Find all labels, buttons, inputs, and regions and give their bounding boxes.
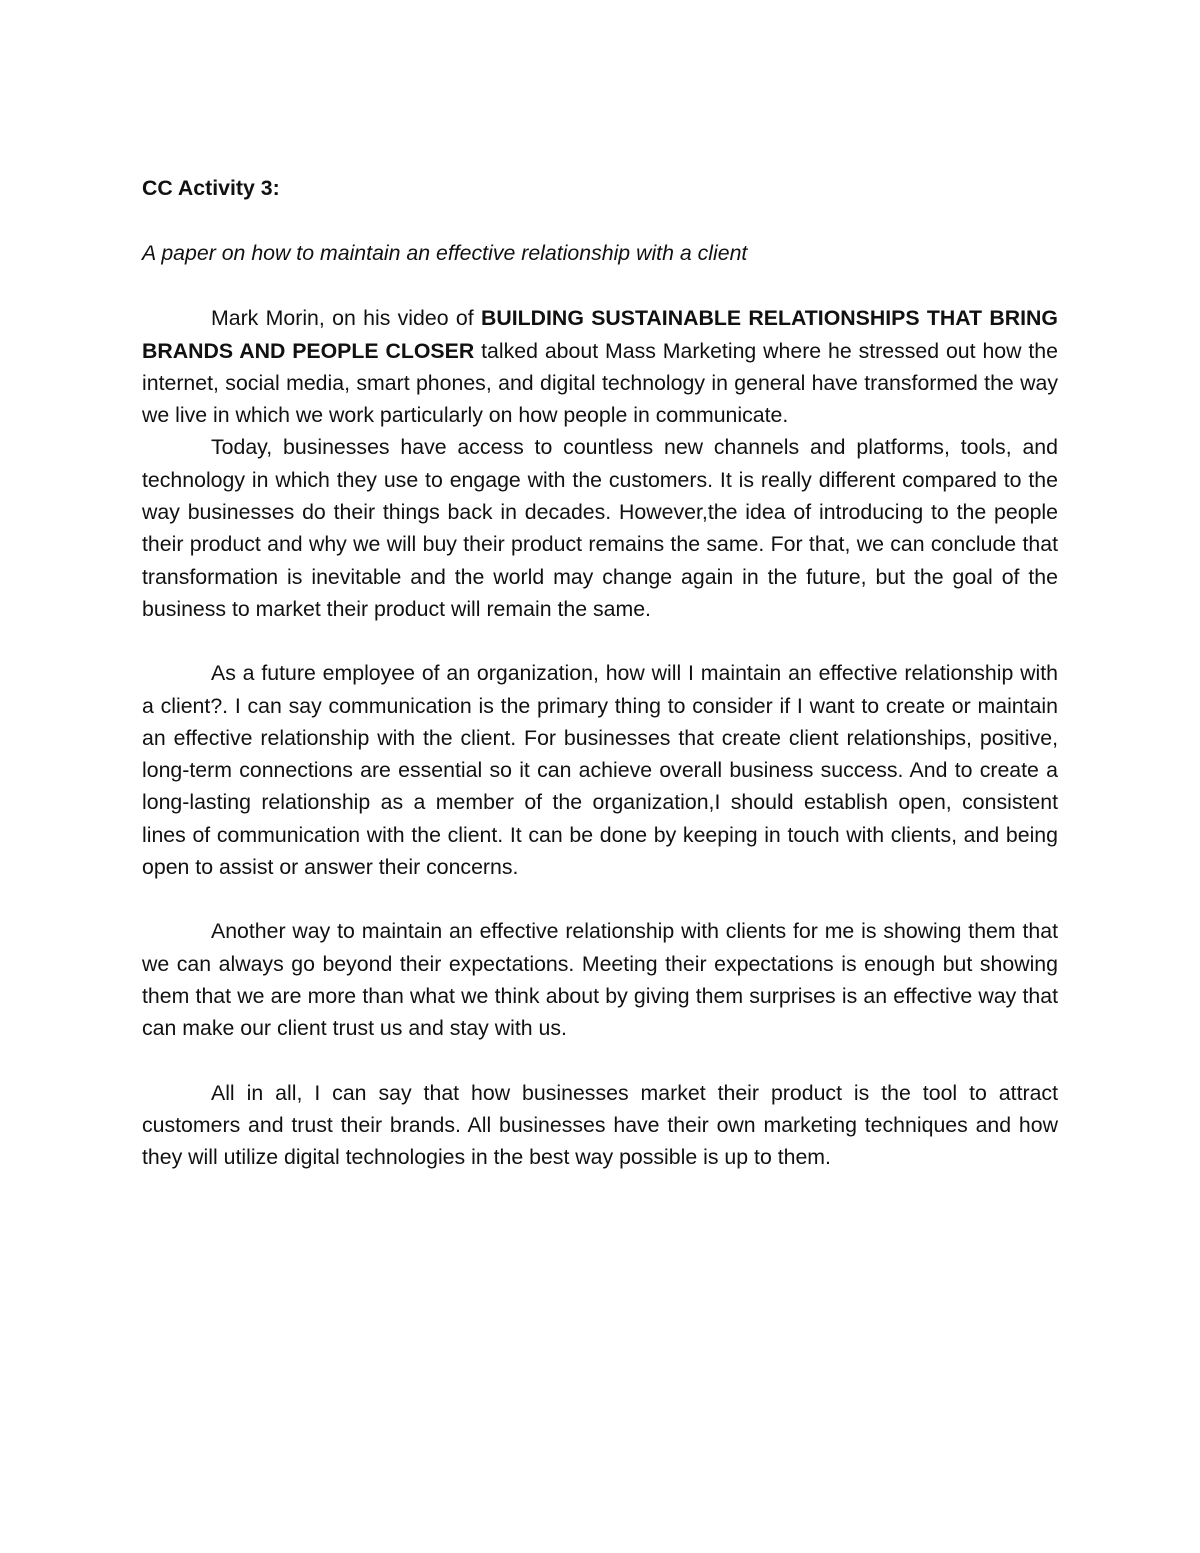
document-subtitle: A paper on how to maintain an effective relationship with a client	[142, 241, 748, 265]
paragraph-5: All in all, I can say that how businesses market their product is the tool to attract customers and trust their brands. All businesses have their own marketing techniques and how they will utilize digital technologies in the best way possible is up to them.	[142, 1080, 1058, 1170]
paragraph-1	[142, 302, 1058, 431]
document-body	[142, 172, 1058, 1173]
paragraph-2: Today, businesses have access to countless new channels and platforms, tools, and technology in which they use to engage with the customers. It is really different compared to the way businesses do their things back in decades. However,the idea of introducing to the people their product and why we will buy their product remains the same. For that, we can conclude that transformation is inevitable and the world may change again in the future, but the goal of the business to market their product will remain the same.	[142, 435, 1058, 621]
video-title: BUILDING SUSTAINABLE RELATIONSHIPS THAT BRING BRANDS AND PEOPLE CLOSER	[142, 306, 1058, 363]
paragraph-4: Another way to maintain an effective relationship with clients for me is showing them that we can always go beyond their expectations. Meeting their expectations is enough but showing them that we are more than what we think about by giving them surprises is an effective way that can make our client trust us and stay with us.	[142, 919, 1058, 1041]
paragraph-3: As a future employee of an organization, how will I maintain an effective relationship with a client?. I can say communication is the primary thing to consider if I want to create or maintain an effective relationship with the client. For businesses that create client relationships, positive, long-term connections are essential so it can achieve overall business success. And to create a long-lasting relationship as a member of the organization,I should establish open, consistent lines of communication with the client. It can be done by keeping in touch with clients, and being open to assist or answer their concerns.	[142, 661, 1058, 880]
paragraph-1-lead: Mark Morin, on his video of	[211, 306, 481, 331]
document-heading: CC Activity 3:	[142, 176, 280, 200]
paragraph-1-rest: talked about Mass Marketing where he stressed out how the internet, social media, smart phones, and digital technology in general have transformed the way we live in which we work particularly on how people in communicate.	[142, 338, 1058, 428]
